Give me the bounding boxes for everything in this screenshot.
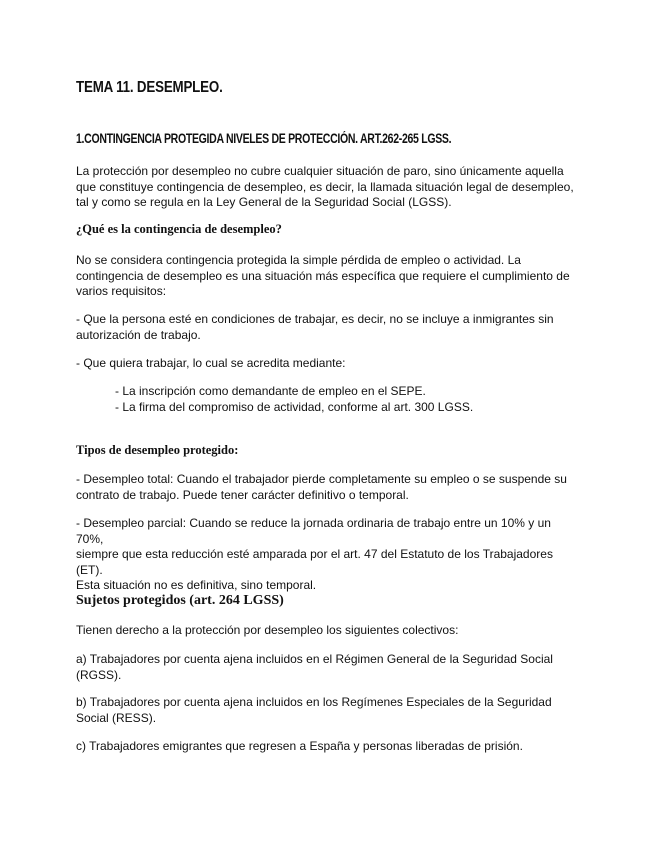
text-line: que constituye contingencia de desempleo, es decir, la llamada situación legal de desempleo, bbox=[76, 179, 574, 194]
text-line: - Desempleo total: Cuando el trabajador pierde completamente su empleo o se suspende su bbox=[76, 472, 567, 486]
text-line: La protección por desempleo no cubre cualquier situación de paro, sino únicamente aquella bbox=[76, 164, 564, 178]
text-line: Social (RESS). bbox=[76, 710, 157, 725]
text-line: - Que la persona esté en condiciones de trabajar, es decir, no se incluye a inmigrantes sin bbox=[76, 312, 554, 326]
section-title: 1.CONTINGENCIA PROTEGIDA NIVELES DE PROTECCIÓN. ART.262-265 LGSS. bbox=[76, 131, 452, 146]
desempleo-parcial bbox=[76, 516, 576, 594]
sub-item-compromiso: - La firma del compromiso de actividad, conforme al art. 300 LGSS. bbox=[115, 400, 474, 414]
requirement-1 bbox=[76, 312, 576, 343]
text-line: - Desempleo parcial: Cuando se reduce la jornada ordinaria de trabajo entre un 10% y un 70%, bbox=[76, 516, 551, 546]
sujetos-intro: Tienen derecho a la protección por desempleo los siguientes colectivos: bbox=[76, 623, 459, 637]
requirement-2: - Que quiera trabajar, lo cual se acredita mediante: bbox=[76, 356, 346, 370]
text-line: siempre que esta reducción esté amparada por el art. 47 del Estatuto de los Trabajadores (ET). bbox=[76, 547, 553, 577]
colectivo-a bbox=[76, 652, 576, 683]
text-line: (RGSS). bbox=[76, 667, 122, 682]
page-title: TEMA 11. DESEMPLEO. bbox=[76, 79, 223, 96]
text-line: Esta situación no es definitiva, sino temporal. bbox=[76, 578, 317, 592]
colectivo-c: c) Trabajadores emigrantes que regresen a España y personas liberadas de prisión. bbox=[76, 739, 523, 753]
text-line: a) Trabajadores por cuenta ajena incluidos en el Régimen General de la Seguridad Social bbox=[76, 652, 553, 666]
question-heading: ¿Qué es la contingencia de desempleo? bbox=[76, 222, 282, 236]
tipos-heading: Tipos de desempleo protegido: bbox=[76, 443, 239, 457]
sub-item-sepe: - La inscripción como demandante de empleo en el SEPE. bbox=[115, 384, 426, 398]
text-line: autorización de trabajo. bbox=[76, 327, 201, 342]
text-line: No se considera contingencia protegida la simple pérdida de empleo o actividad. La bbox=[76, 253, 521, 267]
text-line: tal y como se regula en la Ley General de la Seguridad Social (LGSS). bbox=[76, 195, 452, 209]
text-line: varios requisitos: bbox=[76, 284, 167, 298]
colectivo-b bbox=[76, 695, 576, 726]
text-line: contingencia de desempleo es una situación más específica que requiere el cumplimiento de bbox=[76, 268, 570, 283]
sujetos-heading: Sujetos protegidos (art. 264 LGSS) bbox=[76, 593, 284, 608]
desempleo-total bbox=[76, 472, 576, 503]
intro-paragraph bbox=[76, 164, 576, 211]
contingencia-paragraph bbox=[76, 253, 576, 300]
text-line: b) Trabajadores por cuenta ajena incluidos en los Regímenes Especiales de la Seguridad bbox=[76, 695, 552, 709]
text-line: contrato de trabajo. Puede tener carácter definitivo o temporal. bbox=[76, 487, 409, 502]
